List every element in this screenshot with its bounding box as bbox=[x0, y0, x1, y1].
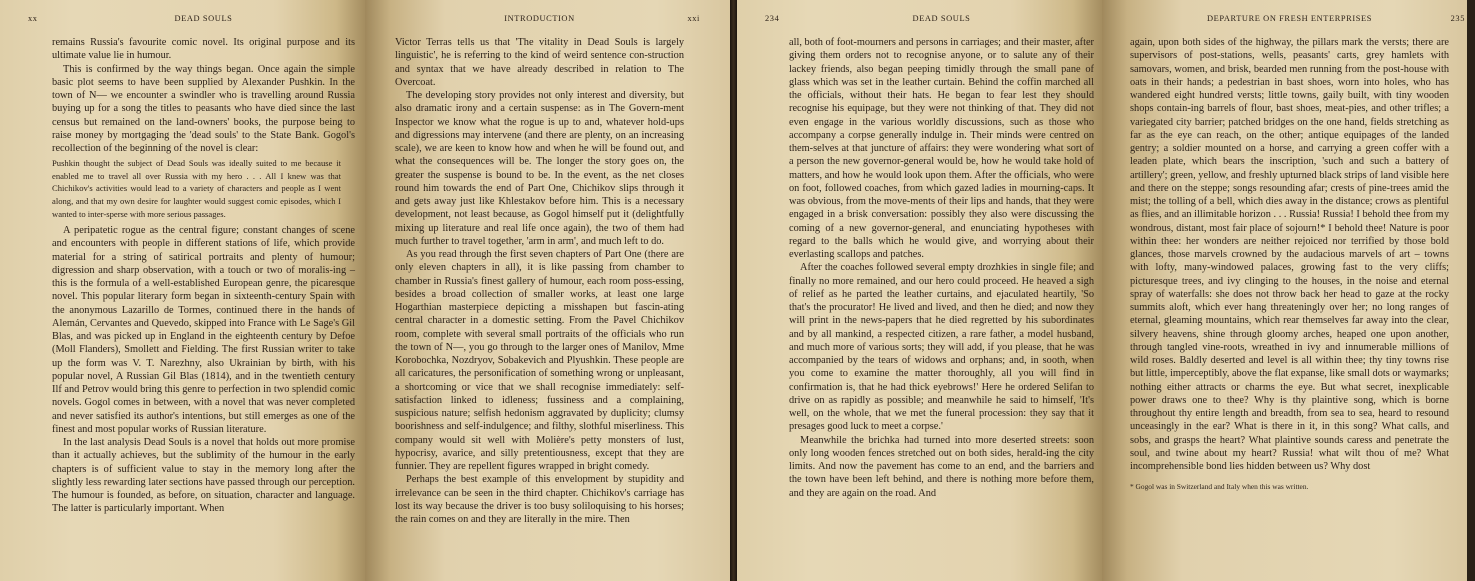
page-body bbox=[1130, 36, 1449, 492]
running-head-title: INTRODUCTION bbox=[504, 14, 575, 23]
running-head-title: DEAD SOULS bbox=[912, 14, 971, 23]
paragraph: This is confirmed by the way things began. Once again the simple basic plot seems to have been supplied by Alexander Pushkin. In the town of N— we encounter a swindler who is travelling around Russia buying up for a song the titles to peasants who have died since the last census but remained on the land-owners' books, the purpose being to raise money by mortgaging the 'dead souls' to the State Bank. Gogol's recollection of the beginning of the novel is clear: bbox=[52, 63, 355, 154]
paragraph: After the coaches followed several empty drozhkies in single file; and finally no more remained, and our hero could proceed. He heaved a sigh of relief as he parted the leather curtains, and ejaculated heartily, 'So that's the procurator! He lived and lived, and then he died; and now they will print in the news-papers that he died regretted by his subordinates and by all mankind, a respected citizen, a rare father, a model husband, and much more of various sorts; they will add, if you please, that he was accompanied by the tears of widows and orphans; and, in sooth, when you come to examine the matter thoroughly, all you will find in confirmation is, that he had thick eyebrows!' Here he ordered Selifan to drive on as rapidly as possible; and meanwhile he said to himself, 'It's well, on the whole, that we met the funeral procession: they say that it presages good luck to meet a corpse.' bbox=[789, 262, 1094, 433]
running-head bbox=[765, 14, 1094, 30]
paragraph: Perhaps the best example of this envelopment by stupidity and irrelevance can be seen in the third chapter. Chichikov's carriage has lost its way because the driver is too busy soliloquising to his horses; the rain comes on and they are literally in the mire. Then bbox=[395, 474, 684, 525]
paragraph: Victor Terras tells us that 'The vitality in Dead Souls is largely linguistic', he is referring to the kind of weird sentence con-struction and syntax that we have already described in relation to The Overcoat. bbox=[395, 37, 684, 88]
page-body bbox=[52, 36, 355, 516]
paragraph: again, upon both sides of the highway, the pillars mark the versts; there are supervisors of post-stations, wells, peasants' carts, grey hamlets with samovars, women, and brisk, bearded men running from the post-house with oats in their hands; a pedestrian in bast shoes, worn into holes, who has wandered eight hundred versts; little towns, gaily built, with tiny wooden shops contain-ing barrels of flour, bast shoes, meat-pies, and other trifles; a variegated city barrier; patched bridges on the one hand, fields stretching as far as the eye can reach, on the other; antique equipages of the landed gentry; a soldier mounted on a horse, and carrying a green coffer with a leaden plate, which bears the inscription, 'such and such a battery of artillery'; green, yellow, and freshly upturned black strips of land visible here and there on the steppe; songs resounding afar; crests of pine-trees amid the mist; the tolling of a bell, which dies away in the distance; crows as plentiful as flies, and an illimitable horizon . . . Russia! Russia! I behold thee from my wondrous, distant, most fair place of sojourn!* I behold thee! Nature is poor within thee: her wonders are neither rejoiced nor terrified by those bold glances, those marvels crowned by the audacious marvels of art – towns with lofty, many-windowed palaces, growing fast to the very cliffs; picturesque trees, and ivy clinging to the houses, in the noise and eternal spray of waterfalls: she does not throw back her head to gaze at the rocky summits aloft, which ever hang threateningly over her; no long ranges of eternal, gleaming mountains, which rear themselves far away into the clear, silvery heavens, shine through gloomy arches, heaped one upon another, through tangled vine-roots, wreathed in ivy and innumerable millions of wild roses. Baldly deserted and level is all within thee; thy tiny towns rise but little, imperceptibly, above the flat expanse, like small dots or waymarks; nothing either attracts or charms the eye. But what secret, inexplicable power draws one to thee? Why is thy plaintive song, which is borne throughout thy entire length and breadth, from sea to sea, heard to resound unceasingly in the ear? What is there in it, in this song? What calls, and sobs, and grasps the heart? What plaintive sounds caress and penetrate the soul, and twine about my heart? Russia! what wilt thou of me? What incomprehensible bond lies hidden between us? Why dost bbox=[1130, 37, 1449, 472]
page-235 bbox=[1102, 0, 1467, 581]
spread-divider bbox=[730, 0, 737, 581]
paragraph: As you read through the first seven chapters of Part One (there are only eleven chapters in all), it is like passing from chamber to chamber in Russia's finest gallery of humour, each room poss-essing, besides a broad collection of smaller works, at least one large Hogarthian masterpiece depicting a misshapen but fascin-ating central character in a domestic setting. From the Pavel Chichikov room, complete with several small portraits of the officials who run the town of N—, you go through to the larger ones of Manilov, Mme Korobochka, Nozdryov, Sobakevich and Plyushkin. These people are all caricatures, the personification of something wrong or unpleasant, a shortcoming or vice that we shall recognise immediately: self-satisfaction linked to idleness; fussiness and a complaining, suspicious nature; selfish hedonism aggravated by duplicity; clumsy boorishness and self-indulgence; and filthy, slothful miserliness. This company would sit well with Molière's petty monsters of lust, hypocrisy, avarice, and silly pretentiousness, except that they are funnier. They are repellent figures wrapped in bright comedy. bbox=[395, 249, 684, 472]
left-book-spread bbox=[0, 0, 730, 581]
running-head bbox=[28, 14, 355, 30]
running-head bbox=[395, 14, 700, 30]
paragraph: The developing story provides not only interest and diversity, but also dramatic irony and a certain suspense: as in The Govern-ment Inspector we know what the rogue is up to and, whatever hold-ups and digressions may intervene (and there are plenty, on an increasing scale), we are keen to know how and when he will be found out, and what the consequences will be. The longer the story goes on, the greater the suspense is bound to be. In the event, as the net closes round him towards the end of Part One, Chichikov slips through it and gets away just like Khlestakov before him. This is a necessary development, not least because, as Gogol himself put it (delightfully mixing up literature and real life once again), the two of them had much further to travel together, 'arm in arm', and much left to do. bbox=[395, 90, 684, 247]
running-head bbox=[1130, 14, 1465, 30]
running-head-title: DEAD SOULS bbox=[174, 14, 233, 23]
paragraph: A peripatetic rogue as the central figure; constant changes of scene and encounters with people in different stations of life, which provide material for a string of satirical portraits and plenty of humour; digression and sharp observation, with a touch or two of moralis-ing – this is the formula of a well-established European genre, the picaresque novel. This popular literary form began in sixteenth-century Spain with the anonymous Lazarillo de Tormes, continued there in the hands of Alemán, Cervantes and Quevedo, skipped into France with Le Sage's Gil Blas, and was picked up in England in the eighteenth century by Defoe (Moll Flanders), Smollett and Fielding. The first Russian writer to take up the form was V. T. Narezhny, also Ukrainian by birth, with his popular novel, A Russian Gil Blas (1814), and in the twentieth century Ilf and Petrov would bring this genre to perfection in two splendid comic novels. Gogol comes in between, with a novel that was never completed and never satisfied its author's intentions, but still emerges as one of the finest and most popular works of Russian literature. bbox=[52, 225, 355, 435]
footnote: * Gogol was in Switzerland and Italy when this was written. bbox=[1130, 482, 1309, 492]
paragraph: Meanwhile the brichka had turned into more deserted streets: soon only long wooden fences stretched out on both sides, herald-ing the city limits. And now the pavement has come to an end, and the barriers and the town have been left behind, and there is nothing more before them, and they are again on the road. And bbox=[789, 434, 1094, 499]
paragraph: remains Russia's favourite comic novel. Its original purpose and its ultimate value lie in humour. bbox=[52, 37, 355, 62]
page-234 bbox=[737, 0, 1102, 581]
page-number: 234 bbox=[765, 14, 780, 23]
page-body bbox=[789, 36, 1094, 500]
block-quote: Pushkin thought the subject of Dead Souls was ideally suited to me because it enabled me to travel all over Russia with my hero . . . All I knew was that Chichikov's activities would lead to a variety of characters and people as I went along, and that my own desire for laughter would suggest comic episodes, which I wanted to inter-sperse with more serious passages. bbox=[52, 158, 341, 219]
running-head-title: DEPARTURE ON FRESH ENTERPRISES bbox=[1207, 14, 1372, 23]
page-number: xx bbox=[28, 14, 38, 23]
page-number: xxi bbox=[687, 14, 700, 23]
paragraph: all, both of foot-mourners and persons in carriages; and their master, after giving them orders not to recognise anyone, or to salute any of their lackey friends, also began peeping timidly through the small pane of glass which was set in the leather curtain. Behind the coffin marched all the officials, without their hats. He began to fear lest they should recognise his equipage, but they were not thinking of that. They did not even engage in the various worldly discussions, such as those who accompany a corpse generally indulge in. Their minds were centred on them-selves at that juncture of affairs: they were wondering what sort of a person the new governor-general would be, how he would take hold of matters, and how he would look upon them. After the officials, who were on foot, followed coaches, from which gazed ladies in mourning-caps. It was obvious, from the move-ments of their lips and hands, that they were engaged in a brisk conversation: possibly they also were discussing the coming of a new governor-general, and enunciating hypotheses with regard to the balls which he would give, and worrying about their everlasting scallops and patches. bbox=[789, 37, 1094, 260]
page-number: 235 bbox=[1450, 14, 1465, 23]
paragraph: In the last analysis Dead Souls is a novel that holds out more promise than it actually achieves, but the sublimity of the humour in the early chapters is of sufficient value to stay in the memory long after the slightly less rewarding later sections have passed through our perception. The humour is founded, as before, on situation, character and language. The latter is particularly important. When bbox=[52, 437, 355, 515]
page-body bbox=[395, 36, 684, 526]
right-book-spread bbox=[737, 0, 1467, 581]
page-xx bbox=[0, 0, 365, 581]
page-xxi bbox=[365, 0, 730, 581]
